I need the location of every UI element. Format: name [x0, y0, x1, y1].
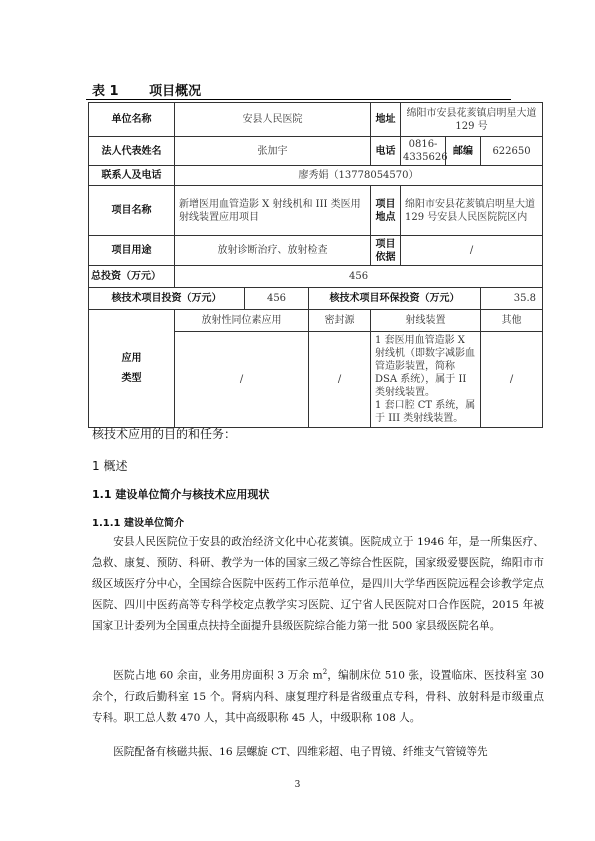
heading-1-1-1: 1.1.1 建设单位简介	[92, 518, 184, 529]
app-type-label: 应用类型	[89, 310, 175, 428]
table-title-text: 项目概况	[149, 84, 202, 99]
nuclear-invest-value: 456	[245, 288, 309, 310]
postcode-label: 邮编	[446, 137, 481, 166]
contact-label: 联系人及电话	[89, 166, 175, 186]
total-invest-value: 456	[175, 266, 543, 288]
env-invest-value: 35.8	[481, 288, 543, 310]
col-other-header: 其他	[481, 310, 543, 332]
basis-value: /	[401, 236, 543, 266]
paragraph-hospital-intro: 安县人民医院位于安县的政治经济文化中心花荄镇。医院成立于 1946 年，是一所集医疗、急救、康复、预防、科研、教学为一体的国家三级乙等综合性医院，国家级爱婴医院，绵阳市市级区域医疗分中心，全国综合医院中医药工作示范单位，是四川大学华西医院远程会诊教学定点医院、四川中医药高等专科学校定点教学实习医院、辽宁省人民医院对口合作医院，2015 年被国家卫计委列为全国重点扶持全面提升县级医院综合能力第一批 500 家县级医院名单。	[92, 536, 544, 632]
p2-superscript: 2	[322, 668, 328, 676]
total-invest-label: 总投资（万元）	[89, 266, 175, 288]
project-location-value: 绵阳市安县花荄镇启明星大道 129 号安县人民医院院区内	[401, 186, 543, 236]
postcode-value: 622650	[481, 137, 543, 166]
heading-1-1: 1.1 建设单位简介与核技术应用现状	[92, 488, 270, 501]
project-overview-table	[88, 102, 543, 428]
sealed-value: /	[309, 332, 371, 428]
col-isotope-header: 放射性同位素应用	[175, 310, 309, 332]
unit-name-label: 单位名称	[89, 103, 175, 137]
other-value: /	[481, 332, 543, 428]
device-line-ct: 1 套口腔 CT 系统，属于 III 类射线装置。	[375, 400, 476, 424]
col-device-header: 射线装置	[371, 310, 481, 332]
table-row	[89, 137, 543, 166]
col-sealed-header: 密封源	[309, 310, 371, 332]
phone-label: 电话	[371, 137, 401, 166]
legal-rep-value: 张加宇	[175, 137, 371, 166]
project-name-value: 新增医用血管造影 X 射线机和 III 类医用射线装置应用项目	[175, 186, 371, 236]
p2-text-a: 医院占地 60 余亩，业务用房面积 3 万余 m	[113, 669, 323, 682]
device-value	[371, 332, 481, 428]
table-row	[89, 236, 543, 266]
project-name-label: 项目名称	[89, 186, 175, 236]
table-row	[89, 266, 543, 288]
purpose-value: 放射诊断治疗、放射检查	[175, 236, 371, 266]
nuclear-invest-label: 核技术项目投资（万元）	[89, 288, 245, 310]
table-title	[92, 80, 201, 99]
legal-rep-label: 法人代表姓名	[89, 137, 175, 166]
purpose-label: 项目用途	[89, 236, 175, 266]
table-row	[89, 166, 543, 186]
isotope-value: /	[175, 332, 309, 428]
env-invest-label: 核技术项目环保投资（万元）	[309, 288, 481, 310]
device-line-dsa: 1 套医用血管造影 X 射线机（即数字减影血管造影装置，简称 DSA 系统），属于 II 类射线装置。	[375, 335, 476, 398]
p2-text-b: ，编制床位 510 张，设置临床、医技科室 30 余个，行政后勤科室 15 个。肾病内科、康复理疗科是省级重点专科，骨科、放射科是市级重点专科。职工总人数 470 人，其中高级职称 45 人，中级职称 108 人。	[92, 669, 544, 724]
unit-name-value: 安县人民医院	[175, 103, 371, 137]
table-row	[89, 186, 543, 236]
table-row	[89, 103, 543, 137]
project-location-label: 项目地点	[371, 186, 401, 236]
table-number: 表 1	[92, 84, 119, 99]
paragraph-equipment: 医院配备有核磁共振、16 层螺旋 CT、四维彩超、电子胃镜、纤维支气管镜等先	[113, 746, 488, 758]
contact-value: 廖秀娟（13778054570）	[175, 166, 543, 186]
page-number: 3	[294, 780, 301, 790]
purpose-heading: 核技术应用的目的和任务：	[92, 427, 237, 441]
basis-label: 项目依据	[371, 236, 401, 266]
address-value: 绵阳市安县花荄镇启明星大道 129 号	[401, 103, 543, 137]
title-rule	[86, 99, 511, 100]
phone-value: 0816-4335626	[401, 137, 446, 166]
paragraph-hospital-scale	[92, 662, 544, 729]
table-row	[89, 288, 543, 310]
table-row	[89, 310, 543, 332]
address-label: 地址	[371, 103, 401, 137]
heading-1: 1 概述	[92, 459, 128, 473]
